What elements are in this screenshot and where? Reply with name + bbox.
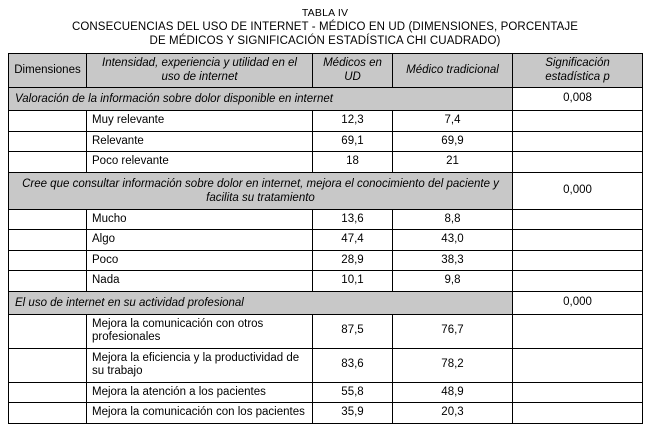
row-dimension-cell [9,111,87,132]
row-value-medico-tradicional: 38,3 [393,250,513,271]
section-label: El uso de internet en su actividad profesional [9,291,513,314]
table-row [9,230,643,251]
table-row [9,152,643,173]
row-significacion-cell [513,314,643,348]
row-value-medico-tradicional: 76,7 [393,314,513,348]
row-significacion-cell [513,271,643,292]
row-significacion-cell [513,403,643,424]
row-value-medicos-ud: 69,1 [313,131,393,152]
row-label: Mejora la comunicación con otros profesionales [87,314,313,348]
row-value-medico-tradicional: 21 [393,152,513,173]
row-value-medico-tradicional: 78,2 [393,348,513,382]
table-caption-line-1: CONSECUENCIAS DEL USO DE INTERNET - MÉDICO EN UD (DIMENSIONES, PORCENTAJE [71,21,579,33]
row-label: Mucho [87,209,313,230]
row-label: Mejora la atención a los pacientes [87,382,313,403]
row-dimension-cell [9,314,87,348]
row-significacion-cell [513,382,643,403]
table-row [9,250,643,271]
table-number: TABLA IV [301,7,349,19]
table-header-row [9,54,643,88]
table-row [9,131,643,152]
row-value-medico-tradicional: 7,4 [393,111,513,132]
header-significacion: Significación estadística p [513,54,643,88]
row-label: Algo [87,230,313,251]
table-title [8,6,642,48]
row-value-medicos-ud: 47,4 [313,230,393,251]
header-dimensiones: Dimensiones [9,54,87,88]
row-significacion-cell [513,111,643,132]
results-table [8,53,643,424]
row-value-medicos-ud: 10,1 [313,271,393,292]
row-label: Mejora la comunicación con los pacientes [87,403,313,424]
row-dimension-cell [9,382,87,403]
row-dimension-cell [9,230,87,251]
row-label: Muy relevante [87,111,313,132]
row-dimension-cell [9,403,87,424]
section-p-value: 0,008 [513,88,643,111]
row-label: Nada [87,271,313,292]
table-row [9,111,643,132]
table-row [9,403,643,424]
row-value-medicos-ud: 12,3 [313,111,393,132]
row-significacion-cell [513,152,643,173]
row-significacion-cell [513,230,643,251]
row-value-medicos-ud: 13,6 [313,209,393,230]
row-significacion-cell [513,209,643,230]
header-medico-tradicional: Médico tradicional [393,54,513,88]
row-label: Poco relevante [87,152,313,173]
row-value-medico-tradicional: 69,9 [393,131,513,152]
row-value-medicos-ud: 87,5 [313,314,393,348]
row-value-medico-tradicional: 8,8 [393,209,513,230]
row-label: Mejora la eficiencia y la productividad de su trabajo [87,348,313,382]
row-value-medicos-ud: 83,6 [313,348,393,382]
header-intensidad: Intensidad, experiencia y utilidad en el uso de internet [87,54,313,88]
row-label: Poco [87,250,313,271]
row-value-medico-tradicional: 20,3 [393,403,513,424]
row-dimension-cell [9,152,87,173]
table-row [9,209,643,230]
row-value-medicos-ud: 28,9 [313,250,393,271]
row-value-medico-tradicional: 9,8 [393,271,513,292]
section-row [9,291,643,314]
section-label: Cree que consultar información sobre dolor en internet, mejora el conocimiento del paciente y facilita su tratamiento [9,172,513,209]
row-significacion-cell [513,131,643,152]
row-dimension-cell [9,271,87,292]
table-row [9,382,643,403]
section-label: Valoración de la información sobre dolor disponible en internet [9,88,513,111]
table-row [9,314,643,348]
header-medicos-ud: Médicos en UD [313,54,393,88]
section-p-value: 0,000 [513,172,643,209]
row-label: Relevante [87,131,313,152]
row-significacion-cell [513,250,643,271]
row-dimension-cell [9,250,87,271]
row-significacion-cell [513,348,643,382]
row-dimension-cell [9,348,87,382]
table-row [9,348,643,382]
table-row [9,271,643,292]
section-p-value: 0,000 [513,291,643,314]
row-value-medico-tradicional: 48,9 [393,382,513,403]
row-dimension-cell [9,131,87,152]
row-value-medicos-ud: 55,8 [313,382,393,403]
table-body [9,54,643,424]
row-value-medicos-ud: 35,9 [313,403,393,424]
row-value-medico-tradicional: 43,0 [393,230,513,251]
table-caption-line-2: DE MÉDICOS Y SIGNIFICACIÓN ESTADÍSTICA CHI CUADRADO) [149,35,501,47]
row-value-medicos-ud: 18 [313,152,393,173]
section-row [9,172,643,209]
row-dimension-cell [9,209,87,230]
section-row [9,88,643,111]
